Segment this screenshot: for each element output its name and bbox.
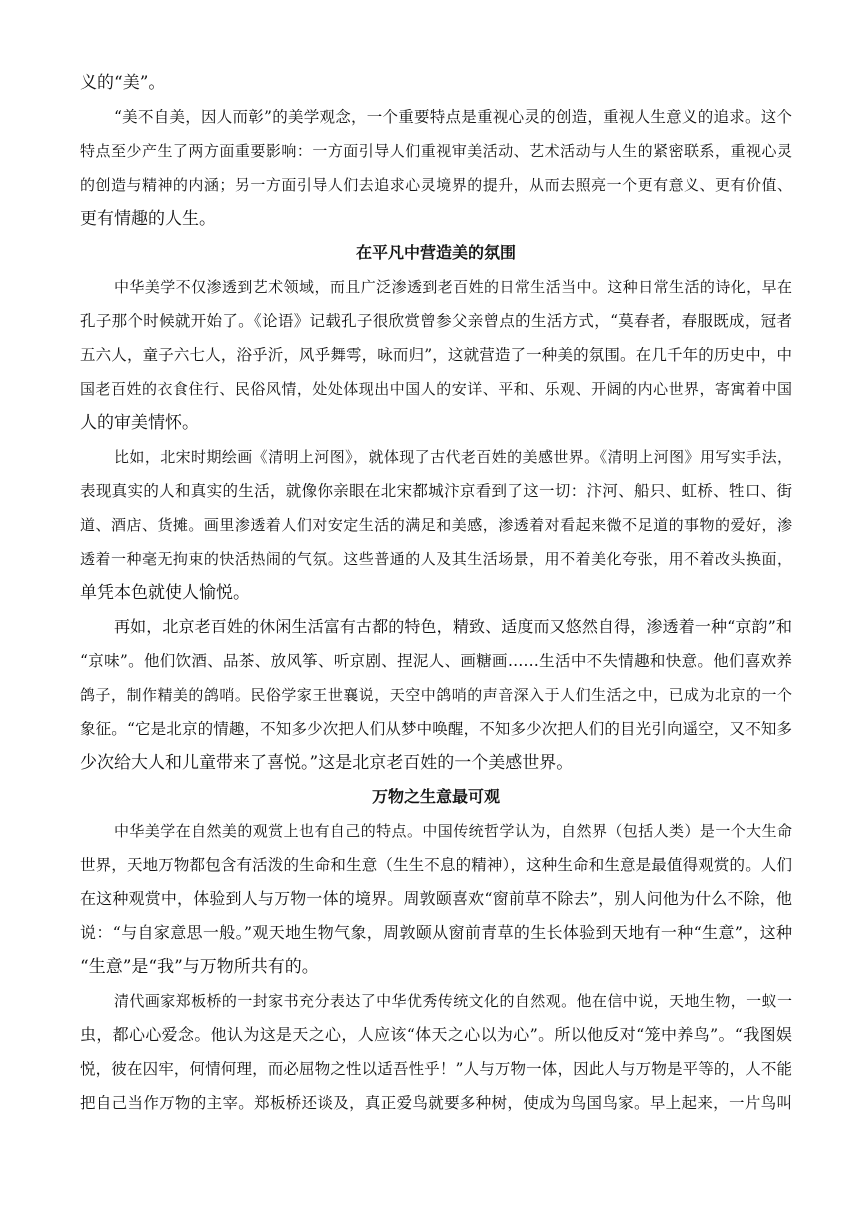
paragraph-beijing-leisure [80, 610, 792, 780]
paragraph-daily-life [80, 270, 792, 440]
text-line: 的创造与精神的内涵；另一方面引导人们去追求心灵境界的提升，从而去照亮一个更有意义、更有价值、 [80, 176, 792, 194]
text-line: 五六人，童子六七人，浴乎沂，风乎舞雩，咏而归”，这就营造了一种美的氛围。在几千年的历史中，中 [80, 346, 792, 364]
text-line: 表现真实的人和真实的生活，就像你亲眼在北宋都城汴京看到了这一切：汴河、船只、虹桥、牲口、街 [80, 482, 792, 500]
text-line: 说：“与自家意思一般。”观天地生物气象，周敦颐从窗前青草的生长体验到天地有一种“生意”，这种 [80, 923, 792, 942]
text-line: 象征。“它是北京的情趣，不知多少次把人们从梦中唤醒，不知多少次把人们的目光引向遥空，又不知多 [80, 720, 792, 738]
text-line: 单凭本色就使人愉悦。 [80, 583, 250, 603]
paragraph-qingming-painting [80, 440, 792, 610]
text-line: 把自己当作万物的主宰。郑板桥还谈及，真正爱鸟就要多种树，使成为鸟国鸟家。早上起来，一片鸟叫 [80, 1094, 792, 1112]
text-line: 少次给大人和儿童带来了喜悦。”这是北京老百姓的一个美感世界。 [80, 753, 574, 773]
text-line: 中华美学在自然美的观赏上也有自己的特点。中国传统哲学认为，自然界（包括人类）是一个大生命 [114, 822, 792, 840]
text-line: 特点至少产生了两方面重要影响：一方面引导人们重视审美活动、艺术活动与人生的紧密联系，重视心灵 [80, 142, 792, 160]
text-line: 人的审美情怀。 [80, 413, 199, 433]
paragraph-aesthetic-concept [80, 100, 792, 236]
text-line: 清代画家郑板桥的一封家书充分表达了中华优秀传统文化的自然观。他在信中说，天地生物，一蚁一 [114, 992, 792, 1010]
section-heading-vitality: 万物之生意最可观 [371, 787, 500, 806]
text-line: 鸽子，制作精美的鸽哨。民俗学家王世襄说，天空中鸽哨的声音深入于人们生活之中，已成为北京的一个 [80, 686, 792, 704]
text-line: 国老百姓的衣食住行、民俗风情，处处体现出中国人的安详、平和、乐观、开阔的内心世界，寄寓着中国 [80, 380, 792, 398]
text-line: 再如，北京老百姓的休闲生活富有古都的特色，精致、适度而又悠然自得，渗透着一种“京韵”和 [114, 617, 792, 636]
text-line: “美不自美，因人而彰”的美学观念，一个重要特点是重视心灵的创造，重视人生意义的追求。这个 [114, 108, 792, 126]
text-line: 世界，天地万物都包含有活泼的生命和生意（生生不息的精神），这种生命和生意是最值得观赏的。人们 [80, 856, 792, 874]
text-line: 更有情趣的人生。 [80, 209, 216, 229]
text-line: “京味”。他们饮酒、品茶、放风筝、听京剧、捏泥人、画糖画……生活中不失情趣和快意。他们喜欢养 [80, 652, 792, 670]
document-page [80, 66, 792, 1120]
text-line: 比如，北宋时期绘画《清明上河图》，就体现了古代老百姓的美感世界。《清明上河图》用写实手法， [114, 448, 792, 466]
text-line: 义的“美”。 [80, 73, 166, 93]
paragraph-continuation [80, 66, 792, 100]
text-line: 透着一种毫无拘束的快活热闹的气氛。这些普通的人及其生活场景，用不着美化夸张，用不着改头换面， [80, 550, 792, 568]
text-line: 虫，都心心爱念。他认为这是天之心，人应该“体天之心以为心”。所以他反对“笼中养鸟”。“我图娱 [80, 1025, 792, 1044]
text-line: 悦，彼在囚牢，何情何理，而必屈物之性以适吾性乎！”人与万物一体，因此人与万物是平等的，人不能 [80, 1060, 792, 1078]
paragraph-zheng-banqiao [80, 984, 792, 1120]
text-line: 在这种观赏中，体验到人与万物一体的境界。周敦颐喜欢“窗前草不除去”，别人问他为什么不除，他 [80, 889, 792, 908]
paragraph-nature-beauty [80, 814, 792, 984]
text-line: “生意”是“我”与万物所共有的。 [80, 957, 319, 977]
text-line: 中华美学不仅渗透到艺术领域，而且广泛渗透到老百姓的日常生活当中。这种日常生活的诗化，早在 [114, 278, 792, 296]
text-line: 道、酒店、货摊。画里渗透着人们对安定生活的满足和美感，渗透着对看起来微不足道的事物的爱好，渗 [80, 516, 792, 534]
section-heading-ordinary-life: 在平凡中营造美的氛围 [355, 243, 516, 262]
text-line: 孔子那个时候就开始了。《论语》记载孔子很欣赏曾参父亲曾点的生活方式，“莫春者，春服既成，冠者 [80, 312, 792, 330]
